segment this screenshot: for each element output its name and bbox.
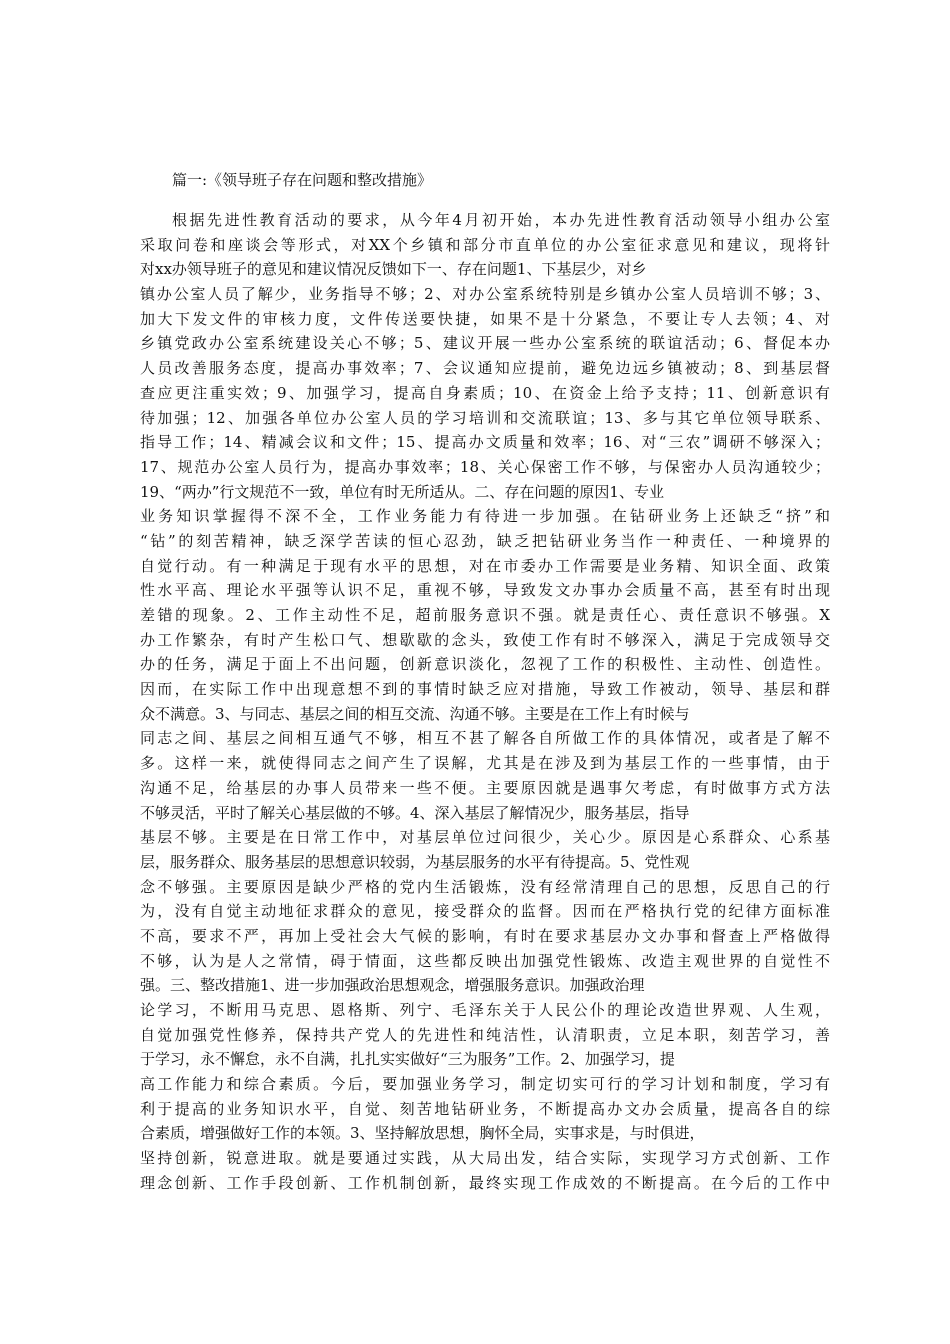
document-line: 理念创新、工作手段创新、工作机制创新，最终实现工作成效的不断提高。在今后的工作中 [140,1173,830,1192]
document-line: 坚持创新，锐意进取。就是要通过实践，从大局出发，结合实际，实现学习方式创新、工作 [140,1149,830,1168]
document-line: 强。三、整改措施1、进一步加强政治思想观念，增强服务意识。加强政治理 [140,976,645,995]
document-line: 19、“两办”行文规范不一致，单位有时无所适从。二、存在问题的原因1、专业 [140,482,664,501]
document-line: 不高，要求不严，再加上受社会大气候的影响，有时在要求基层办文办事和督查上严格做得 [140,926,830,945]
document-line: 人员改善服务态度，提高办事效率；7、会议通知应提前，避免边远乡镇被动；8、到基层督 [140,359,830,378]
document-line: 利于提高的业务知识水平，自觉、刻苦地钻研业务，不断提高办文办会质量，提高各自的综 [140,1099,830,1118]
document-line: 基层不够。主要是在日常工作中，对基层单位过问很少，关心少。原因是心系群众、心系基 [140,828,830,847]
document-line: 加大下发文件的审核力度，文件传送要快捷，如果不是十分紧急，不要让专人去领；4、对 [140,309,830,328]
document-line: 层，服务群众、服务基层的思想意识较弱，为基层服务的水平有待提高。5、党性观 [140,852,690,871]
document-line: 性水平高、理论水平强等认识不足，重视不够，导致发文办事办会质量不高，甚至有时出现 [140,581,830,600]
document-line: 对xx办领导班子的意见和建议情况反馈如下一、存在问题1、下基层少，对乡 [140,260,647,279]
document-line: 同志之间、基层之间相互通气不够，相互不甚了解各自所做工作的具体情况，或者是了解不 [140,729,830,748]
document-line: 论学习，不断用马克思、恩格斯、列宁、毛泽东关于人民公仆的理论改造世界观、人生观， [140,1001,830,1019]
document-line: 采取问卷和座谈会等形式，对XX个乡镇和部分市直单位的办公室征求意见和建议，现将针 [140,235,830,254]
document-title: 篇一:《领导班子存在问题和整改措施》 [172,171,433,189]
document-line: 高工作能力和综合素质。今后，要加强业务学习，制定切实可行的学习计划和制度，学习有 [140,1075,830,1094]
document-line: 镇办公室人员了解少，业务指导不够；2、对办公室系统特别是乡镇办公室人员培训不够；3、 [140,285,830,304]
document-line: 于学习，永不懈怠，永不自满，扎扎实实做好“三为服务”工作。2、加强学习，提 [140,1050,675,1069]
document-line: 乡镇党政办公室系统建设关心不够；5、建议开展一些办公室系统的联谊活动；6、督促本办 [140,334,830,353]
document-line: 为，没有自觉主动地征求群众的意见，接受群众的监督。因而在严格执行党的纪律方面标准 [140,902,830,921]
document-line: 不够灵活，平时了解关心基层做的不够。4、深入基层了解情况少，服务基层，指导 [140,803,690,822]
document-line: “钻”的刻苦精神，缺乏深学苦读的恒心忍劲，缺乏把钻研业务当作一种责任、一种境界的 [140,531,830,550]
document-line: 念不够强。主要原因是缺少严格的党内生活锻炼，没有经常清理自己的思想，反思自己的行 [140,877,830,896]
document-line: 根据先进性教育活动的要求，从今年4月初开始，本办先进性教育活动领导小组办公室 [172,211,830,229]
document-line: 指导工作；14、精减会议和文件；15、提高办文质量和效率；16、对“三农”调研不够深入； [140,433,830,452]
document-line: 沟通不足，给基层的办事人员带来一些不便。主要原因就是遇事欠考虑，有时做事方式方法 [140,778,830,797]
document-line: 合素质，增强做好工作的本领。3、坚持解放思想，胸怀全局，实事求是，与时俱进， [140,1124,705,1143]
document-line: 不够，认为是人之常情，碍于情面，这些都反映出加强党性锻炼、改造主观世界的自觉性不 [140,951,830,970]
document-line: 多。这样一来，就使得同志之间产生了误解，尤其是在涉及到为基层工作的一些事情，由于 [140,754,830,773]
document-line: 办的任务，满足于面上不出问题，创新意识淡化，忽视了工作的积极性、主动性、创造性。 [140,655,830,674]
document-line: 待加强；12、加强各单位办公室人员的学习培训和交流联谊；13、多与其它单位领导联系、 [140,408,830,427]
document-line: 查应更注重实效；9、加强学习，提高自身素质；10、在资金上给予支持；11、创新意识有 [140,383,830,402]
document-line: 因而，在实际工作中出现意想不到的事情时缺乏应对措施，导致工作被动，领导、基层和群 [140,680,830,699]
document-line: 业务知识掌握得不深不全，工作业务能力有待进一步加强。在钻研业务上还缺乏“挤”和 [140,507,830,526]
document-line: 17、规范办公室人员行为，提高办事效率；18、关心保密工作不够，与保密办人员沟通较少； [140,457,830,476]
document-body [140,208,830,1196]
document-line: 自觉加强党性修养，保持共产党人的先进性和纯洁性，认清职责，立足本职，刻苦学习，善 [140,1025,830,1044]
document-line: 办工作繁杂，有时产生松口气、想歇歇的念头，致使工作有时不够深入，满足于完成领导交 [140,630,830,649]
document-line: 差错的现象。2、工作主动性不足，超前服务意识不强。就是责任心、责任意识不够强。X [140,606,830,624]
document-line: 众不满意。3、与同志、基层之间的相互交流、沟通不够。主要是在工作上有时候与 [140,704,690,723]
document-line: 自觉行动。有一种满足于现有水平的思想，对在市委办工作需要是业务精、知识全面、政策 [140,556,830,575]
